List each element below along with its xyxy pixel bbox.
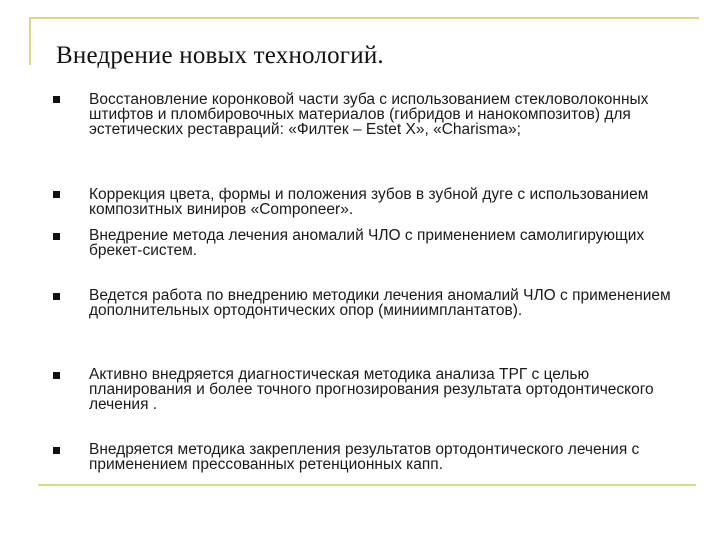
bullet-item-veneers: Коррекция цвета, формы и положения зубов в зубной дуге с использованием композитных виниров «Componeer».	[89, 186, 649, 218]
bullet-item-trg-analysis: Активно внедряется диагностическая методика анализа ТРГ с целью планирования и более точного прогнозирования результата ортодонтического лечения .	[89, 366, 654, 413]
frame-bottom-line	[38, 484, 696, 486]
bullet-marker-icon	[53, 191, 60, 198]
bullet-item-restoration: Восстановление коронковой части зуба с использованием стекловолоконных штифтов и пломбировочных материалов (гибридов и нанокомпозитов) для эстетических реставраций: «Филтек – Estet X», «Charisma»;	[89, 91, 649, 138]
slide-title: Внедрение новых технологий.	[56, 42, 384, 69]
bullet-marker-icon	[53, 372, 60, 379]
bullet-item-brackets: Внедрение метода лечения аномалий ЧЛО с применением самолигирующих брекет-систем.	[89, 227, 645, 259]
bullet-marker-icon	[53, 447, 60, 454]
bullet-item-miniimplants: Ведется работа по внедрению методики лечения аномалий ЧЛО с применением дополнительных ортодонтических опор (миниимплантатов).	[89, 287, 671, 319]
bullet-marker-icon	[53, 233, 60, 240]
bullet-item-retention: Внедряется методика закрепления результатов ортодонтического лечения с применением прессованных ретенционных капп.	[89, 441, 640, 473]
bullet-marker-icon	[53, 96, 60, 103]
bullet-marker-icon	[53, 293, 60, 300]
